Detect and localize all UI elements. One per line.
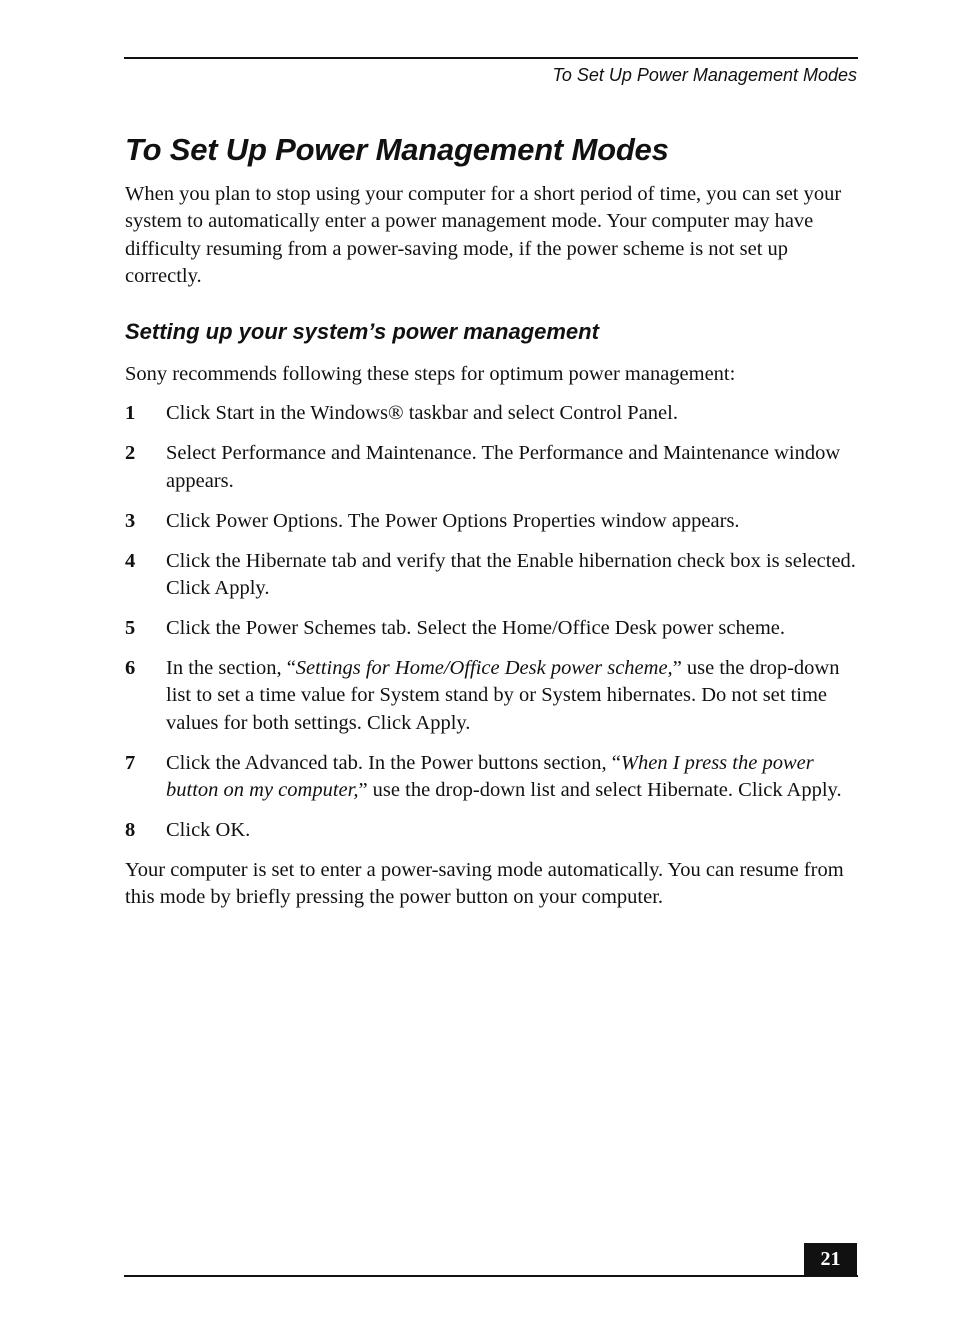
step-text-tail: ” use the drop-down list and select Hibernate. Click Apply. — [358, 778, 842, 801]
step-item — [125, 548, 860, 603]
step-item — [125, 508, 860, 535]
step-text: Select Performance and Maintenance. The Performance and Maintenance window appears. — [166, 442, 841, 492]
step-number: 7 — [125, 751, 136, 774]
steps-list — [125, 400, 860, 844]
step-item — [125, 615, 860, 642]
step-text-lead: Click the Advanced tab. In the Power buttons section, “ — [166, 751, 621, 774]
step-text-emphasis: When I press the power button on my computer, — [166, 751, 814, 801]
step-text: Click OK. — [166, 818, 251, 841]
step-number: 6 — [125, 657, 136, 679]
page-content — [125, 130, 860, 911]
step-number: 3 — [125, 509, 136, 532]
section-heading: Setting up your system’s power management — [125, 319, 599, 345]
step-item — [125, 817, 860, 844]
step-item — [125, 655, 860, 737]
step-text-tail: ” use the drop-down list to set a time value for System stand by or System hibernates. Do not set time values for both settings. Click Apply. — [166, 657, 840, 734]
recommendation-paragraph: Sony recommends following these steps for optimum power management: — [125, 363, 736, 386]
step-text-emphasis: Settings for Home/Office Desk power scheme, — [295, 657, 673, 679]
closing-paragraph: Your computer is set to enter a power-saving mode automatically. You can resume from this mode by briefly pressing the power button on your computer. — [125, 858, 844, 909]
page-number: 21 — [804, 1243, 857, 1276]
step-number: 5 — [125, 617, 136, 640]
footer-rule — [124, 1275, 858, 1277]
step-number: 4 — [125, 549, 136, 572]
step-number: 8 — [125, 818, 136, 841]
page-title: To Set Up Power Management Modes — [125, 132, 669, 167]
step-item — [125, 750, 860, 805]
step-text: Click the Power Schemes tab. Select the Home/Office Desk power scheme. — [166, 617, 785, 640]
header-rule — [124, 57, 858, 59]
step-text: Click the Hibernate tab and verify that the Enable hibernation check box is selected. Click Apply. — [166, 549, 856, 600]
step-number: 1 — [125, 402, 136, 425]
step-text-lead: In the section, “ — [166, 657, 296, 679]
step-number: 2 — [125, 442, 136, 465]
running-header: To Set Up Power Management Modes — [552, 65, 857, 85]
intro-paragraph: When you plan to stop using your computer for a short period of time, you can set your system to automatically enter a power management mode. Your computer may have difficulty resuming from a power-saving mode, if the power scheme is not set up correctly. — [125, 183, 842, 287]
step-text: Click Power Options. The Power Options Properties window appears. — [166, 509, 740, 532]
step-item — [125, 440, 860, 495]
step-text: Click Start in the Windows® taskbar and select Control Panel. — [166, 402, 678, 425]
step-item — [125, 400, 860, 427]
